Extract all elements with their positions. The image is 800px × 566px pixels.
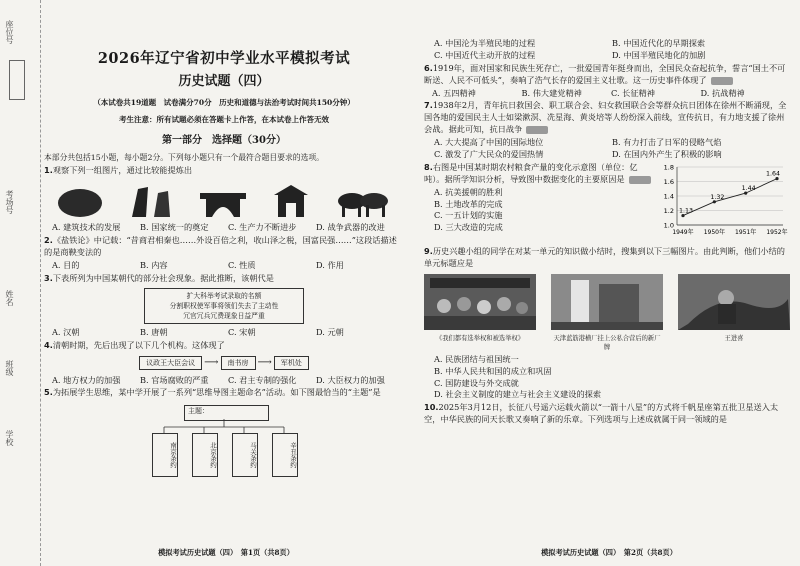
q7-options: A. 大大提高了中国的国际地位 B. 有力打击了日军的侵略气焰 C. 激发了广大民众的爱国热情 D. 在国内外产生了积极的影响 [434, 137, 722, 160]
question-3: 3.下表所列为中国某朝代的部分社会现象。据此推断，该朝代是 [44, 272, 274, 283]
photo-3-caption: 王进喜 [724, 335, 744, 343]
stone-tool-image [56, 185, 104, 219]
treaty-card-2: 北京条约 [192, 433, 218, 477]
exam-title: 2026年辽宁省初中学业水平模拟考试 [97, 50, 351, 67]
question-8: 8.右图是中国某时期农村粮食产量的变化示意图（单位：亿吨）。据所学知识分析，导致图中数据变化的主要原因是 [424, 162, 655, 186]
seat-label: 座位号 [5, 20, 14, 44]
flow-node-2: 南书房 [221, 356, 256, 370]
page-1 [42, 0, 410, 566]
page-1-footer: 模拟考试历史试题（四） 第1页（共8页） [158, 547, 294, 557]
mindmap-lines [44, 401, 404, 479]
question-10: 10.2025年3月12日，长征八号遥六运载火箭以“一箭十八星”的方式将千帆星座第五批卫星送入太空，中华民族的同天长歌又奏响了新的乐章。下列选项与上述成就属于同一领域的是 [424, 402, 779, 425]
arrow-right-icon: ⟶ [257, 357, 272, 369]
arrow-right-icon: ⟶ [204, 357, 219, 369]
photo-2 [551, 274, 663, 352]
photo-2-caption: 天津蓝筋港横厂挂上公私合营后的新厂牌 [553, 335, 661, 351]
question-1: 1.观察下列一组图片，通过比较能提炼出 [44, 165, 193, 176]
election-photo [424, 274, 536, 330]
data-label: 1.44 [741, 185, 756, 193]
treaty-card-3: 马关条约 [232, 433, 258, 477]
iron-tool-image [128, 183, 174, 219]
q3-options: A. 汉朝 B. 唐朝 C. 宋朝 D. 元朝 [52, 327, 344, 338]
q5-options: A. 中国沦为半殖民地的过程 B. 中国近代化的早期探索 C. 中国近代主动开放的过程 D. 中国半殖民地化的加剧 [434, 38, 706, 60]
question-2: 2.《盐铁论》中记载：“昔商君相秦也……外设百倍之利，收山泽之税，国富民强……”这段话描述的是商鞅变法的 [44, 235, 397, 258]
answer-tag [526, 126, 548, 134]
ox-plow-image [334, 183, 392, 219]
y-tick-label: 1.8 [663, 163, 674, 172]
exam-notice: 考生注意：所有试题必须在答题卡上作答，在本试卷上作答无效 [119, 114, 329, 124]
binding-strip [0, 0, 41, 566]
y-tick-label: 1.2 [663, 206, 674, 215]
question-5: 5.为拓展学生思维，某中学开展了一系列“思维导图主题命名”活动。如下图最恰当的“主题”是 [44, 387, 381, 398]
q3-table: 扩大科举考试录取的名额 分割职权使军事将领们失去了主动性 冗官冗兵冗费现象日益严重 [144, 288, 304, 325]
question-4: 4.清朝时期，先后出现了以下几个机构。这体现了 [44, 340, 225, 351]
series-line [683, 179, 777, 216]
q2-options: A. 目的 B. 内容 C. 性质 D. 作用 [52, 259, 344, 270]
binding-label-1: 考场号 [5, 190, 14, 214]
treaty-card-4: 辛丑条约 [272, 433, 298, 477]
x-tick-label: 1951年 [735, 228, 757, 236]
q4-flowchart [44, 356, 404, 371]
y-tick-label: 1.0 [663, 221, 674, 230]
photo-1 [424, 274, 536, 352]
grain-chart [655, 161, 790, 245]
data-label: 1.64 [765, 170, 781, 178]
grain-line-chart [655, 161, 790, 241]
q6-options: A. 五四精神 B. 伟大建党精神 C. 长征精神 D. 抗战精神 [432, 87, 745, 98]
question-7: 7.1938年2月，青年抗日救国会、职工联合会、妇女救国联合会等群众抗日团体在徐州不断涌现，全国各地的爱国民主人士如梁漱溟、冼星海、黄炎培等人纷纷深入前线，宣传抗日，有力地支援了徐州会战。据此可知，抗日战争 [424, 100, 787, 135]
q8-block [424, 161, 790, 245]
wang-jinxi-photo [678, 274, 790, 330]
q1-options: A. 建筑技术的发展 B. 国家统一的奠定 C. 生产力不断进步 D. 战争武器的改进 [52, 222, 385, 233]
binding-label-4: 学校 [5, 430, 14, 446]
seat-box [9, 60, 25, 100]
photo-1-caption: 《我们都有选举权和被选举权》 [435, 335, 525, 343]
treaty-card-1: 南京条约 [152, 433, 178, 477]
arch-bridge-image [198, 183, 248, 219]
page-2 [420, 0, 798, 566]
answer-tag [711, 77, 733, 85]
x-tick-label: 1952年 [766, 228, 788, 236]
artifact-images [44, 179, 404, 219]
flow-node-1: 议政王大臣会议 [139, 356, 202, 370]
photo-3 [678, 274, 790, 352]
flow-node-3: 军机处 [274, 356, 309, 370]
y-tick-label: 1.6 [663, 177, 674, 186]
part-intro: 本部分共包括15小题，每小题2分。下列每小题只有一个最符合题目要求的选项。 [44, 153, 324, 163]
question-9: 9.历史兴趣小组的同学在对某一单元的知识做小结时，搜集到以下三幅图片。由此判断，他们小结的单元标题应是 [424, 245, 785, 268]
y-tick-label: 1.4 [663, 192, 674, 201]
q9-options: A. 民族团结与祖国统一 B. 中华人民共和国的成立和巩固 C. 国防建设与外交成就 D. 社会主义制度的建立与社会主义建设的探索 [434, 353, 602, 400]
q5-mindmap [44, 401, 404, 479]
binding-label-3: 班级 [5, 360, 14, 376]
exam-subtitle: 历史试题（四） [178, 74, 270, 90]
question-6: 6.1919年，面对国家和民族生死存亡，一批爱国青年挺身而出，全国民众奋起抗争，誓言“国土不可断送、人民不可低头”，奏响了浩气长存的爱国主义壮歌。这一历史事件体现了 [424, 62, 786, 85]
data-label: 1.13 [678, 207, 694, 215]
binding-label-2: 姓名 [5, 290, 14, 306]
pagoda-image [272, 183, 310, 219]
exam-info: （本试卷共19道题 试卷满分70分 历史和道德与法治考试时间共150分钟） [93, 97, 355, 107]
q4-options: A. 地方权力的加强 B. 官场腐败的严重 C. 君主专制的强化 D. 大臣权力的加强 [52, 374, 385, 385]
factory-sign-photo [551, 274, 663, 330]
q8-options: A. 抗美援朝的胜利 B. 土地改革的完成 C. 一五计划的实施 D. 三大改造的完成 [434, 186, 503, 233]
part-heading: 第一部分 选择题（30分） [162, 134, 286, 146]
data-label: 1.32 [710, 193, 725, 201]
q9-photos [424, 274, 790, 352]
x-tick-label: 1950年 [703, 228, 725, 236]
theme-box: 主题： [184, 405, 269, 421]
x-tick-label: 1949年 [672, 228, 694, 236]
page-2-footer: 模拟考试历史试题（四） 第2页（共8页） [541, 547, 677, 557]
answer-tag [629, 176, 651, 184]
